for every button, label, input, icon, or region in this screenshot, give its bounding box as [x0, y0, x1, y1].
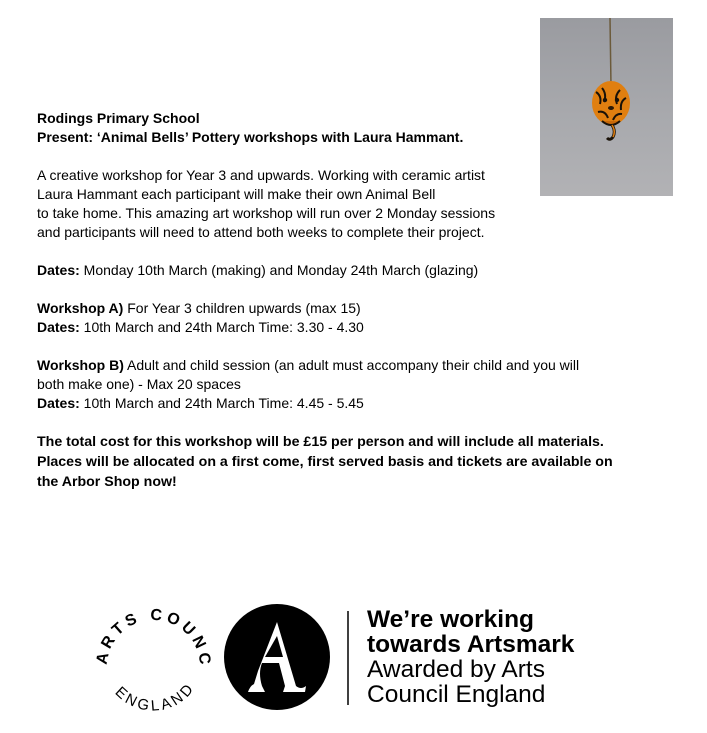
- flyer-body: [37, 109, 657, 511]
- workshop-a-dates: 10th March and 24th March Time: 3.30 - 4.30: [79, 319, 364, 335]
- intro-line: A creative workshop for Year 3 and upwards. Working with ceramic artist: [37, 167, 485, 183]
- workshop-b-label: Workshop B): [37, 357, 124, 373]
- cost-paragraph: [37, 432, 657, 492]
- arts-council-logo: [0, 590, 214, 715]
- svg-text:ARTS COUNCIL: [0, 590, 214, 669]
- workshop-a-dates-label: Dates:: [37, 319, 80, 335]
- workshop-a-label: Workshop A): [37, 300, 124, 316]
- workshop-title: Present: ‘Animal Bells’ Pottery workshops with Laura Hammant.: [37, 129, 464, 145]
- intro-line: to take home. This amazing art workshop will run over 2 Monday sessions: [37, 205, 496, 221]
- cost-line: the Arbor Shop now!: [37, 474, 177, 490]
- intro-line: Laura Hammant each participant will make their own Animal Bell: [37, 186, 436, 202]
- workshop-a-desc: For Year 3 children upwards (max 15): [123, 300, 361, 316]
- artsmark-logo: [224, 604, 330, 710]
- england-text: ENGLAND: [111, 679, 199, 715]
- workshop-b-desc-cont: both make one) - Max 20 spaces: [37, 376, 241, 392]
- school-name: Rodings Primary School: [37, 110, 200, 126]
- artsmark-line-2: towards Artsmark: [367, 631, 575, 658]
- workshop-a: [37, 299, 657, 337]
- cost-line: The total cost for this workshop will be £15 per person and will include all materials.: [37, 434, 604, 450]
- workshop-b-dates-label: Dates:: [37, 395, 80, 411]
- artsmark-line-1: We’re working: [367, 606, 535, 633]
- artsmark-text: [367, 607, 687, 707]
- intro-line: and participants will need to attend both weeks to complete their project.: [37, 224, 485, 240]
- artsmark-line-3: Awarded by Arts: [367, 656, 545, 683]
- dates-paragraph: [37, 261, 657, 280]
- heading: [37, 109, 657, 147]
- workshop-b-desc: Adult and child session (an adult must accompany their child and you will: [123, 357, 580, 373]
- svg-text:ENGLAND: [112, 679, 199, 715]
- intro-paragraph: [37, 166, 657, 242]
- workshop-b-dates: 10th March and 24th March Time: 4.45 - 5.45: [79, 395, 364, 411]
- workshop-b: [37, 356, 657, 413]
- arts-council-text: ARTS COUNC: [93, 606, 214, 670]
- dates-value: Monday 10th March (making) and Monday 24th March (glazing): [79, 262, 479, 278]
- dates-label: Dates:: [37, 262, 80, 278]
- cost-line: Places will be allocated on a first come, first served basis and tickets are available on: [37, 454, 613, 470]
- artsmark-line-4: Council England: [367, 681, 546, 708]
